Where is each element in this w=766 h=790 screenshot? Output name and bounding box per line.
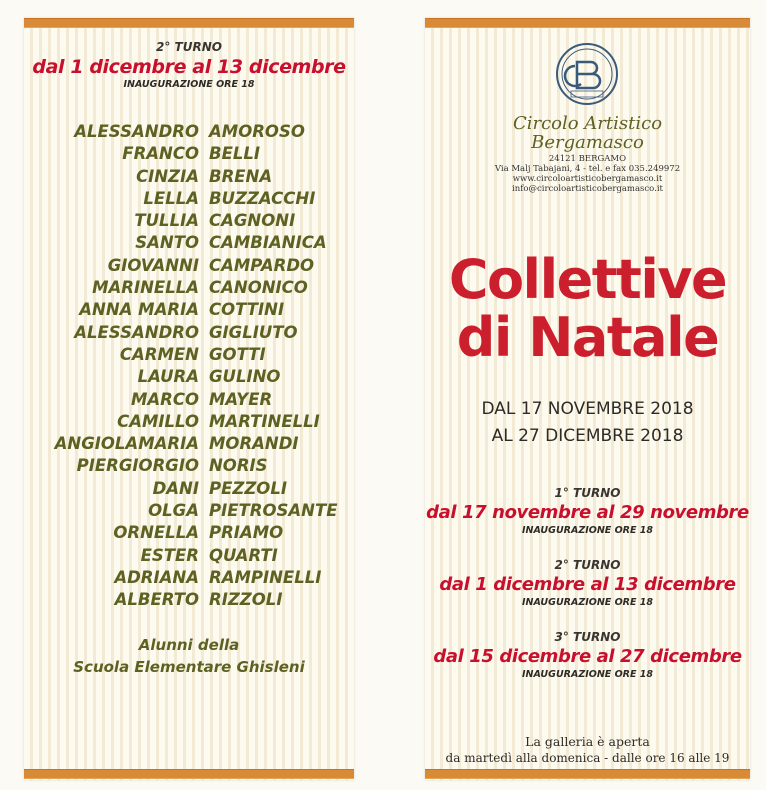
turno-3-label: 3° TURNO [554,630,621,644]
gallery-hours-line-1: La galleria è aperta [525,734,650,749]
top-orange-bar [425,18,750,28]
artist-row [24,367,354,389]
artist-last-name: MARTINELLI [209,411,320,431]
artist-row [24,256,354,278]
students-line-2: Scuola Elementare Ghisleni [73,658,305,676]
artist-list [24,122,354,613]
title-line-2: di Natale [456,306,719,369]
artist-first-name: CINZIA [136,166,199,186]
address-email: info@circoloartisticobergamasco.it [512,184,663,194]
period-end: AL 27 DICEMBRE 2018 [491,426,684,446]
artist-last-name: GIGLIUTO [209,322,298,342]
left-leaflet-panel [24,18,354,780]
artist-last-name: NORIS [209,456,268,476]
students-line-1: Alunni della [138,636,240,654]
artist-last-name: CAGNONI [209,211,296,231]
artist-row [24,456,354,478]
address-street: Via Malj Tabajani, 4 - tel. e fax 035.249972 [494,164,681,174]
inauguration-time: INAUGURAZIONE ORE 18 [123,79,255,90]
bottom-orange-bar [24,769,354,779]
artist-row [24,189,354,211]
artist-row [24,278,354,300]
turno-2-label: 2° TURNO [554,558,621,572]
artist-last-name: GULINO [209,367,281,387]
right-leaflet-panel [425,18,750,780]
artist-first-name: CARMEN [119,344,199,364]
artist-first-name: SANTO [135,233,199,253]
artist-last-name: BELLI [209,144,261,164]
artist-first-name: PIERGIORGIO [76,456,199,476]
artist-row [24,479,354,501]
turno-1-label: 1° TURNO [554,486,621,500]
turno-3-dates: dal 15 dicembre al 27 dicembre [433,646,742,667]
artist-last-name: AMOROSO [209,122,305,141]
turno-2-dates: dal 1 dicembre al 13 dicembre [439,574,736,595]
artist-first-name: TULLIA [134,211,199,231]
artist-first-name: ALESSANDRO [74,122,199,141]
artist-last-name: CAMBIANICA [209,233,327,253]
artist-row [24,211,354,233]
artist-row [24,390,354,412]
artist-row [24,233,354,255]
artist-last-name: RIZZOLI [209,590,283,610]
artist-last-name: BRENA [209,166,273,186]
artist-row [24,523,354,545]
artist-row [24,546,354,568]
artist-first-name: ANNA MARIA [79,300,199,320]
address-website: www.circoloartisticobergamasco.it [512,174,663,184]
artist-row [24,323,354,345]
top-orange-bar [24,18,354,28]
artist-first-name: MARINELLA [92,278,199,298]
title-line-1: Collettive [448,248,727,311]
artist-first-name: CAMILLO [117,411,199,431]
artist-last-name: CAMPARDO [209,255,315,275]
artist-first-name: ALESSANDRO [74,322,199,342]
artist-row [24,122,354,144]
artist-last-name: PEZZOLI [209,478,287,498]
turno-3-inauguration: INAUGURAZIONE ORE 18 [522,669,653,680]
artist-first-name: ORNELLA [113,523,199,543]
turno-label: 2° TURNO [156,40,222,54]
turno-dates: dal 1 dicembre al 13 dicembre [32,56,346,78]
artist-last-name: GOTTI [209,344,266,364]
artist-first-name: FRANCO [122,144,199,164]
artist-row [24,412,354,434]
club-logo [555,42,619,106]
artist-last-name: COTTINI [209,300,285,320]
gallery-hours-line-2: da martedì alla domenica - dalle ore 16 alle 19 [445,751,730,765]
artist-row [24,300,354,322]
artist-first-name: ALBERTO [114,590,199,610]
artist-row [24,144,354,166]
artist-first-name: ANGIOLAMARIA [54,434,199,454]
artist-last-name: RAMPINELLI [209,567,322,587]
turno-1-inauguration: INAUGURAZIONE ORE 18 [522,525,653,536]
artist-row [24,501,354,523]
artist-row [24,568,354,590]
artist-first-name: GIOVANNI [107,255,199,275]
artist-first-name: OLGA [148,501,199,521]
turno-1-dates: dal 17 novembre al 29 novembre [426,502,749,523]
artist-first-name: DANI [152,478,199,498]
artist-last-name: PIETROSANTE [209,501,338,521]
artist-row [24,434,354,456]
artist-last-name: MAYER [209,389,273,409]
artist-last-name: MORANDI [209,434,299,454]
artist-first-name: MARCO [130,389,199,409]
bottom-orange-bar [425,769,750,779]
club-name-line-2: Bergamasco [531,132,644,153]
artist-last-name: CANONICO [209,278,308,298]
turno-2-inauguration: INAUGURAZIONE ORE 18 [522,597,653,608]
artist-row [24,590,354,612]
artist-last-name: PRIAMO [209,523,284,543]
artist-row [24,345,354,367]
period-start: DAL 17 NOVEMBRE 2018 [481,399,694,419]
artist-row [24,167,354,189]
artist-first-name: LAURA [137,367,199,387]
address-city: 24121 BERGAMO [548,154,627,164]
artist-last-name: QUARTI [209,545,278,565]
artist-first-name: ADRIANA [114,567,199,587]
artist-last-name: BUZZACCHI [209,188,316,208]
artist-first-name: LELLA [143,188,199,208]
club-name-line-1: Circolo Artistico [512,113,663,134]
artist-first-name: ESTER [140,545,199,565]
